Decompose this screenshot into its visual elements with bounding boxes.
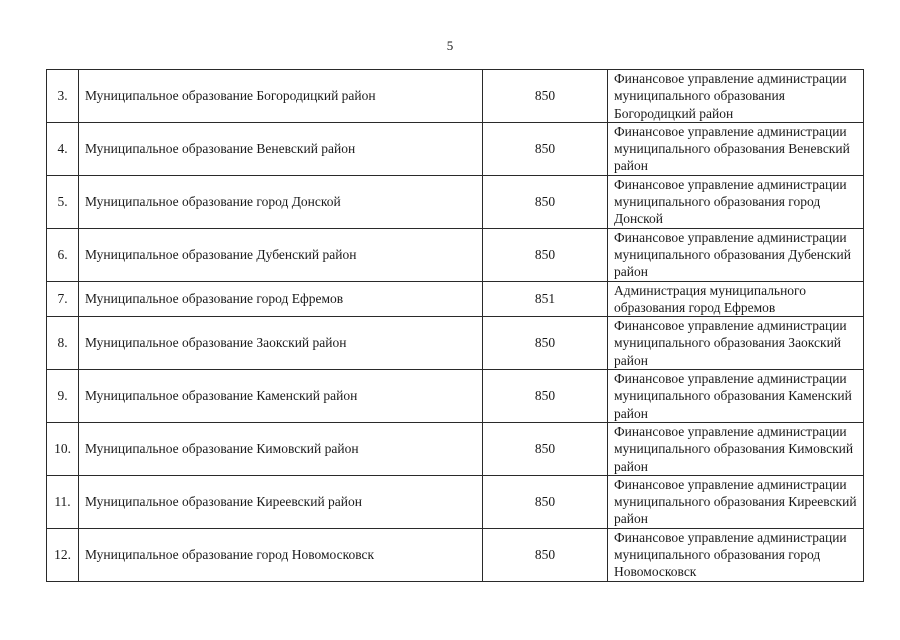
municipality-name: Муниципальное образование Киреевский район	[79, 475, 483, 528]
financial-body: Финансовое управление администрации муниципального образования Заокский район	[608, 317, 864, 370]
budget-code: 850	[483, 422, 608, 475]
municipality-name: Муниципальное образование Заокский район	[79, 317, 483, 370]
row-number: 11.	[47, 475, 79, 528]
table-row	[47, 228, 864, 281]
table-row	[47, 317, 864, 370]
financial-body: Финансовое управление администрации муниципального образования город Новомосковск	[608, 528, 864, 581]
row-number: 5.	[47, 175, 79, 228]
budget-code: 850	[483, 175, 608, 228]
municipal-table	[46, 69, 864, 582]
table-row	[47, 281, 864, 317]
row-number: 7.	[47, 281, 79, 317]
municipality-name: Муниципальное образование Дубенский район	[79, 228, 483, 281]
row-number: 10.	[47, 422, 79, 475]
municipality-name: Муниципальное образование город Новомосковск	[79, 528, 483, 581]
page-number: 5	[446, 38, 454, 53]
table-row	[47, 175, 864, 228]
table-row	[47, 475, 864, 528]
row-number: 8.	[47, 317, 79, 370]
financial-body: Финансовое управление администрации муниципального образования Богородицкий район	[608, 70, 864, 123]
row-number: 4.	[47, 122, 79, 175]
budget-code: 850	[483, 228, 608, 281]
budget-code: 850	[483, 70, 608, 123]
table-row	[47, 122, 864, 175]
municipality-name: Муниципальное образование Веневский район	[79, 122, 483, 175]
row-number: 3.	[47, 70, 79, 123]
budget-code: 850	[483, 370, 608, 423]
budget-code: 850	[483, 528, 608, 581]
budget-code: 850	[483, 122, 608, 175]
table-row	[47, 422, 864, 475]
municipality-name: Муниципальное образование Каменский район	[79, 370, 483, 423]
municipality-name: Муниципальное образование город Ефремов	[79, 281, 483, 317]
table-row	[47, 70, 864, 123]
financial-body: Администрация муниципального образования город Ефремов	[608, 281, 864, 317]
municipality-name: Муниципальное образование Кимовский район	[79, 422, 483, 475]
municipality-name: Муниципальное образование Богородицкий район	[79, 70, 483, 123]
budget-code: 850	[483, 317, 608, 370]
row-number: 9.	[47, 370, 79, 423]
financial-body: Финансовое управление администрации муниципального образования Кимовский район	[608, 422, 864, 475]
table-row	[47, 528, 864, 581]
financial-body: Финансовое управление администрации муниципального образования Киреевский район	[608, 475, 864, 528]
row-number: 6.	[47, 228, 79, 281]
financial-body: Финансовое управление администрации муниципального образования Веневский район	[608, 122, 864, 175]
financial-body: Финансовое управление администрации муниципального образования Каменский район	[608, 370, 864, 423]
budget-code: 850	[483, 475, 608, 528]
row-number: 12.	[47, 528, 79, 581]
municipality-name: Муниципальное образование город Донской	[79, 175, 483, 228]
table-row	[47, 370, 864, 423]
budget-code: 851	[483, 281, 608, 317]
financial-body: Финансовое управление администрации муниципального образования Дубенский район	[608, 228, 864, 281]
financial-body: Финансовое управление администрации муниципального образования город Донской	[608, 175, 864, 228]
